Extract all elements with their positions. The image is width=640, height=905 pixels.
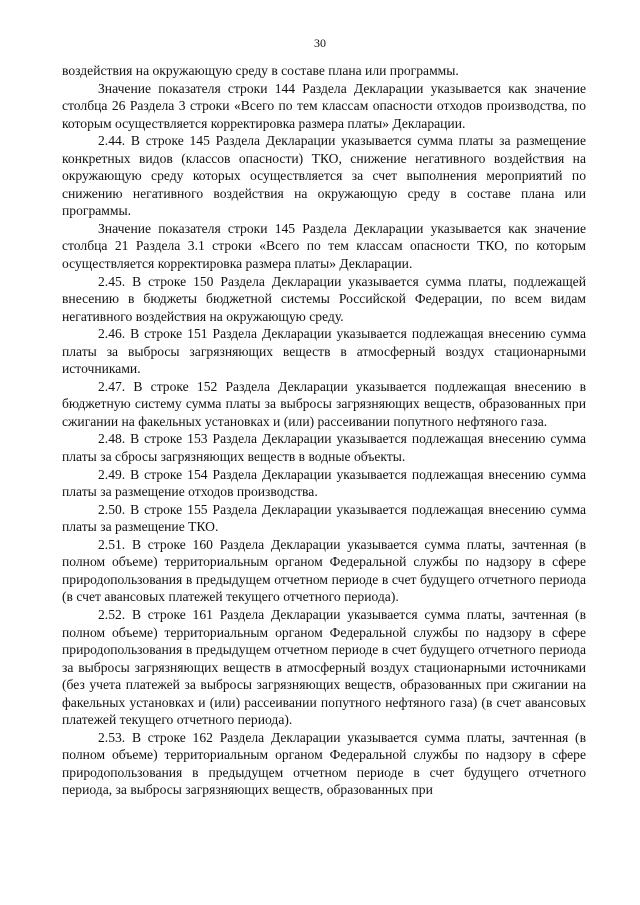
paragraph-1: воздействия на окружающую среду в составе плана или программы. bbox=[62, 63, 459, 78]
paragraph-6: 2.46. В строке 151 Раздела Декларации указывается подлежащая внесению сумма платы за выбросы загрязняющих веществ в атмосферный воздух стационарными источниками. bbox=[62, 326, 586, 377]
paragraph-10: 2.50. В строке 155 Раздела Декларации указывается подлежащая внесению сумма платы за размещение ТКО. bbox=[62, 501, 586, 535]
paragraph-12: 2.52. В строке 161 Раздела Декларации указывается сумма платы, зачтенная (в полном объеме) территориальным органом Федеральной службы по надзору в сфере природопользования в предыдущем отчетном периоде в счет будущего отчетного периода за выбросы загрязняющих веществ в атмосферный воздух стационарными источниками (без учета платежей за выбросы загрязняющих веществ, образованных при сжигании на факельных установках и (или) рассеивании попутного нефтяного газа) (в счет авансовых платежей текущего отчетного периода). bbox=[62, 606, 586, 728]
paragraph-8: 2.48. В строке 153 Раздела Декларации указывается подлежащая внесению сумма платы за сбросы загрязняющих веществ в водные объекты. bbox=[62, 431, 586, 465]
document-body bbox=[62, 62, 586, 799]
paragraph-9: 2.49. В строке 154 Раздела Декларации указывается подлежащая внесению сумма платы за размещение отходов производства. bbox=[62, 466, 586, 500]
paragraph-13: 2.53. В строке 162 Раздела Декларации указывается сумма платы, зачтенная (в полном объеме) территориальным органом Федеральной службы по надзору в сфере природопользования в предыдущем отчетном периоде в счет будущего отчетного периода, за выбросы загрязняющих веществ, образованных при bbox=[62, 729, 586, 798]
paragraph-11: 2.51. В строке 160 Раздела Декларации указывается сумма платы, зачтенная (в полном объеме) территориальным органом Федеральной службы по надзору в сфере природопользования в предыдущем отчетном периоде в счет будущего отчетного периода (в счет авансовых платежей текущего отчетного периода). bbox=[62, 536, 586, 605]
paragraph-2: Значение показателя строки 144 Раздела Декларации указывается как значение столбца 26 Раздела 3 строки «Всего по тем классам опасности отходов производства, по которым осуществляется корректировка размера платы» Декларации. bbox=[62, 80, 586, 131]
page-number: 30 bbox=[314, 36, 326, 50]
paragraph-4: Значение показателя строки 145 Раздела Декларации указывается как значение столбца 21 Раздела 3.1 строки «Всего по тем классам опасности ТКО, по которым осуществляется корректировка размера платы» Декларации. bbox=[62, 220, 586, 272]
paragraph-5: 2.45. В строке 150 Раздела Декларации указывается сумма платы, подлежащей внесению в бюджеты бюджетной системы Российской Федерации, по всем видам негативного воздействия на окружающую среду. bbox=[62, 273, 586, 324]
paragraph-3: 2.44. В строке 145 Раздела Декларации указывается сумма платы за размещение конкретных видов (классов опасности) ТКО, снижение негативного воздействия на окружающую среду которых осуществляется за счет выполнения мероприятий по снижению негативного воздействия на окружающую среду в составе плана или программы. bbox=[62, 133, 586, 219]
paragraph-7: 2.47. В строке 152 Раздела Декларации указывается подлежащая внесению в бюджетную систему сумма платы за выбросы загрязняющих веществ, образованных при сжигании на факельных установках и (или) рассеивании попутного нефтяного газа. bbox=[62, 378, 586, 429]
